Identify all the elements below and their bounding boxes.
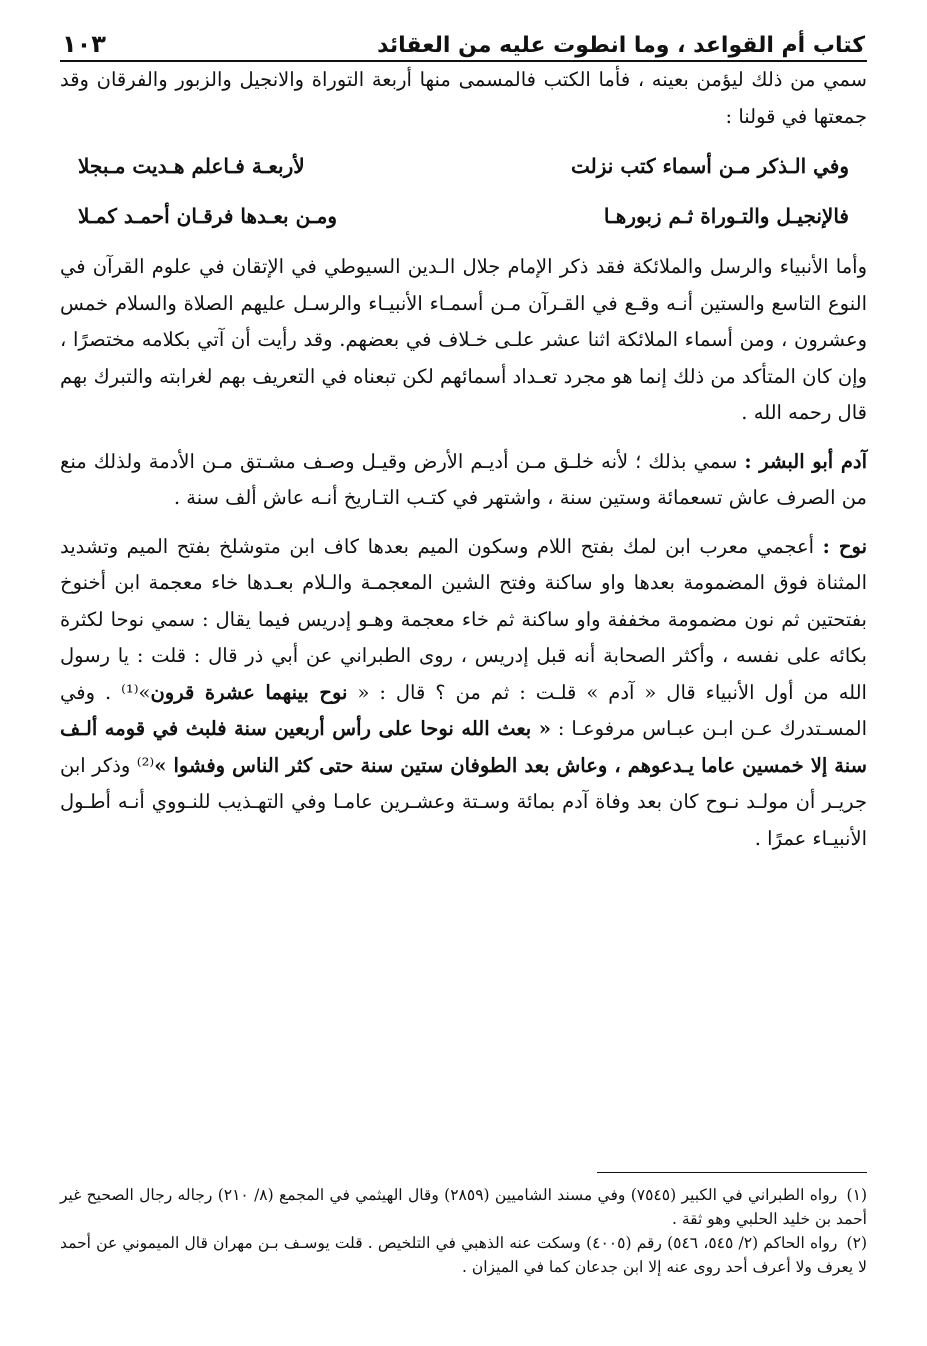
verse-2-first-hemistich: فالإنجيـل والتـوراة ثـم زبورهـا bbox=[603, 204, 849, 228]
hadith-quote-2: « بعث الله نوحا على رأس أربعين سنة فلبث في قومه ألـف سنة إلا خمسين عاما يـدعوهم ، وعاش بعد الطوفان ستين سنة حتى كثر الناس وفشوا » bbox=[60, 717, 867, 777]
noah-text-3: ⁽²⁾ وذكر ابن جريـر أن مولـد نـوح كان بعد وفاة آدم بمائة وسـتة وعشـرين عامـا وفي التهـذيب للنـووي أنـه أطـول الأنبيـاء عمرًا . bbox=[60, 753, 867, 850]
noah-text-2: »⁽¹⁾ . وفي المسـتدرك عـن ابـن عبـاس مرفوعـا : bbox=[60, 680, 868, 740]
noah-text-1: أعجمي معرب ابن لمك بفتح اللام وسكون الميم بعدها كاف ابن متوشلخ بفتح الميم وتشديد المثناة فوق المضمومة بعدها واو ساكنة وفتح الشين المعجمـة والـلام بعـدها خاء معجمة ابن أخنوخ بفتحتين ثم نون مضمومة مخففة واو ساكنة ثم خاء معجمة وهـو إدريس فيما يقال : سمي نوحا لكثرة بكائه على نفسه ، وأكثر الصحابة أنه قبل إدريس ، روى الطبراني عن أبي ذر قال : قلت : يا رسول الله من أول الأنبياء قال « آدم » قلـت : ثم من ؟ قال : « bbox=[60, 534, 867, 704]
poem-verse bbox=[78, 141, 849, 191]
footnote-number: (١) bbox=[846, 1186, 867, 1204]
footnote bbox=[60, 1231, 867, 1279]
footnote-divider bbox=[597, 1172, 867, 1173]
footnote bbox=[60, 1183, 867, 1231]
verse-2-second-hemistich: ومـن بعـدها فرقـان أحمـد كمـلا bbox=[78, 204, 338, 228]
footnotes bbox=[60, 1172, 867, 1279]
noah-paragraph bbox=[60, 529, 867, 858]
book-page bbox=[60, 18, 867, 1326]
adam-paragraph bbox=[60, 444, 867, 517]
adam-heading: آدم أبو البشر : bbox=[744, 449, 867, 473]
poem-verse bbox=[78, 191, 849, 241]
prophets-paragraph: وأما الأنبياء والرسل والملائكة فقد ذكر الإمام جلال الـدين السيوطي في الإتقان في علوم القرآن في النوع التاسع والستين أنـه وقـع في القـرآن مـن أسمـاء الأنبيـاء والرسـل عليهم الصلاة والسلام خمس وعشرون ، ومن أسماء الملائكة اثنا عشر علـى خـلاف في بعضهم. وقد رأيت أن آتي بكلامه مختصرًا ، وإن كان المتأكد من ذلك إنما هو مجرد تعـداد أسمائهم لكن تبعناه في التعريف بهم لغرابته والتبرك بهم قال رحمه الله . bbox=[60, 255, 867, 424]
verse-1-second-hemistich: لأربعـة فـاعلم هـديت مـبجلا bbox=[78, 154, 305, 178]
verse-1-first-hemistich: وفي الـذكر مـن أسماء كتب نزلت bbox=[571, 154, 849, 178]
adam-text: سمي بذلك ؛ لأنه خلـق مـن أديـم الأرض وقيـل وصـف مشـتق مـن الأدمة ولذلك منع من الصرف عاش تسعمائة وستين سنة ، واشتهر في كتـب التـاريخ أنـه عاش ألف سنة . bbox=[60, 449, 867, 509]
footnote-text: رواه الطبراني في الكبير (٧٥٤٥) وفي مسند الشاميين (٢٨٥٩) وقال الهيثمي في المجمع (٨/ ٢١٠) رجاله رجال الصحيح غير أحمد بن خليد الحلبي وهو ثقة . bbox=[60, 1186, 867, 1228]
main-text bbox=[60, 62, 867, 857]
footnote-number: (٢) bbox=[846, 1234, 867, 1252]
header-title: كتاب أم القواعد ، وما انطوت عليه من العقائد bbox=[377, 33, 865, 58]
hadith-quote-1: نوح بينهما عشرة قرون bbox=[150, 680, 348, 704]
noah-heading: نوح : bbox=[822, 534, 868, 558]
page-number: ١٠٣ bbox=[62, 30, 106, 58]
poem bbox=[78, 141, 849, 241]
intro-paragraph: سمي من ذلك ليؤمن بعينه ، فأما الكتب فالمسمى منها أربعة التوراة والانجيل والزبور والفرقان وقد جمعتها في قولنا : bbox=[60, 68, 867, 128]
footnote-text: رواه الحاكم (٢/ ٥٤٥، ٥٤٦) رقم (٤٠٠٥) وسكت عنه الذهبي في التلخيص . قلت يوسـف بـن مهران قال الميموني عن أحمد لا يعرف ولا أعرف أحد روى عنه إلا ابن جدعان كما في الميزان . bbox=[60, 1234, 867, 1276]
running-header bbox=[60, 18, 867, 62]
